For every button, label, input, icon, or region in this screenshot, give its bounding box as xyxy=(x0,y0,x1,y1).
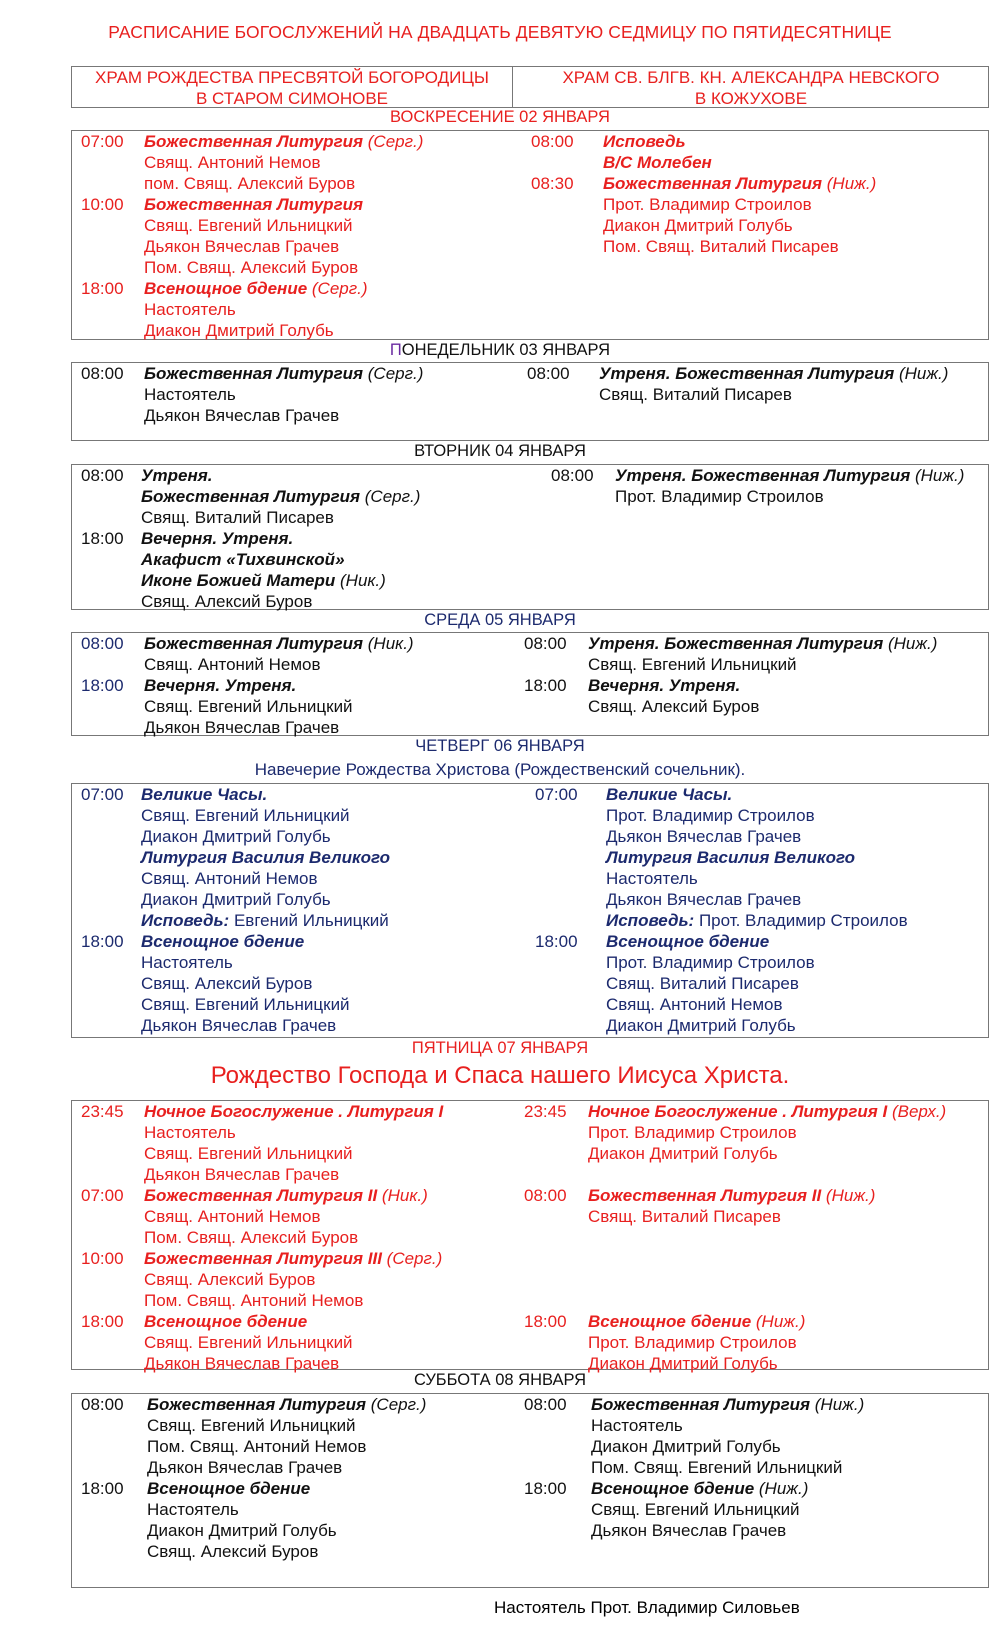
clergy: Пом. Свящ. Антоний Немов xyxy=(147,1437,367,1456)
time: 08:00 xyxy=(527,364,570,383)
service-name: Божественная Литургия xyxy=(144,364,364,383)
service-name: Божественная Литургия xyxy=(144,195,364,214)
service xyxy=(603,173,876,194)
service-place: (Ниж.) xyxy=(751,1312,806,1331)
day-label-tuesday: ВТОРНИК 04 ЯНВАРЯ xyxy=(414,442,586,460)
service-place: (Серг.) xyxy=(360,487,421,506)
service-name: Божественная Литургия III xyxy=(144,1249,382,1268)
clergy: Настоятель xyxy=(606,869,698,888)
clergy: Свящ. Алексий Буров xyxy=(144,1270,316,1289)
clergy: Дьякон Вячеслав Грачев xyxy=(147,1458,343,1477)
service-name: Всенощное бдение xyxy=(144,279,308,298)
day-box-sunday xyxy=(71,130,989,340)
clergy: Прот. Владимир Строилов xyxy=(615,487,824,506)
clergy: Настоятель xyxy=(141,953,233,972)
clergy: Свящ. Виталий Писарев xyxy=(141,508,334,527)
clergy: Дьякон Вячеслав Грачев xyxy=(144,1165,340,1184)
service xyxy=(144,1185,428,1206)
service-name: Всенощное бдение xyxy=(591,1479,755,1498)
time: 10:00 xyxy=(81,195,124,214)
day-box-tuesday xyxy=(71,464,989,610)
service-place: (Серг.) xyxy=(363,132,424,151)
time: 07:00 xyxy=(81,785,124,804)
clergy: Диакон Дмитрий Голубь xyxy=(591,1437,781,1456)
service-place: (Ниж.) xyxy=(883,634,938,653)
confession-label: Исповедь: xyxy=(606,911,695,930)
day-label-monday xyxy=(0,341,1000,360)
service-name: Иконе Божией Матери xyxy=(141,571,336,590)
service-name: Вечерня. Утреня. xyxy=(144,676,297,695)
service-place: (Серг.) xyxy=(307,279,368,298)
day-box-monday xyxy=(71,362,989,441)
clergy: Свящ. Евгений Ильницкий xyxy=(144,697,353,716)
service-name: Божественная Литургия xyxy=(603,174,823,193)
confession-label: Исповедь: xyxy=(141,911,230,930)
clergy: Прот. Владимир Строилов xyxy=(606,806,815,825)
day-box-wednesday xyxy=(71,632,989,736)
time: 07:00 xyxy=(81,1186,124,1205)
service xyxy=(144,1248,442,1269)
service-place: (Ник.) xyxy=(363,634,414,653)
service-name: Вечерня. Утреня. xyxy=(141,529,294,548)
day-label-thursday: ЧЕТВЕРГ 06 ЯНВАРЯ xyxy=(415,737,585,755)
clergy: Прот. Владимир Строилов xyxy=(603,195,812,214)
service xyxy=(599,363,948,384)
clergy: Свящ. Евгений Ильницкий xyxy=(141,806,350,825)
clergy: Диакон Дмитрий Голубь xyxy=(141,827,331,846)
service xyxy=(588,1101,946,1122)
service xyxy=(591,1394,864,1415)
clergy: Прот. Владимир Строилов xyxy=(606,953,815,972)
clergy: Настоятель xyxy=(591,1416,683,1435)
time: 08:00 xyxy=(524,634,567,653)
service-place: (Ниж.) xyxy=(810,1395,865,1414)
service-place: (Ниж.) xyxy=(910,466,965,485)
time: 10:00 xyxy=(81,1249,124,1268)
clergy: Свящ. Антоний Немов xyxy=(144,153,321,172)
clergy: Настоятель xyxy=(144,385,236,404)
service xyxy=(141,570,386,591)
church-header xyxy=(71,66,989,108)
time: 08:00 xyxy=(81,466,124,485)
clergy: Диакон Дмитрий Голубь xyxy=(603,216,793,235)
time: 23:45 xyxy=(524,1102,567,1121)
clergy: Диакон Дмитрий Голубь xyxy=(144,321,334,340)
clergy: Дьякон Вячеслав Грачев xyxy=(144,1354,340,1373)
clergy: Свящ. Антоний Немов xyxy=(606,995,783,1014)
confession-priest: Евгений Ильницкий xyxy=(229,911,389,930)
service-name: Всенощное бдение xyxy=(606,932,770,951)
service-place: (Ниж.) xyxy=(894,364,949,383)
service-name: Великие Часы. xyxy=(606,785,733,804)
church-left-name: ХРАМ РОЖДЕСТВА ПРЕСВЯТОЙ БОГОРОДИЦЫ xyxy=(95,68,489,87)
clergy: Пом. Свящ. Евгений Ильницкий xyxy=(591,1458,843,1477)
church-right-header xyxy=(513,67,989,107)
time: 18:00 xyxy=(524,1312,567,1331)
clergy: Свящ. Алексий Буров xyxy=(588,697,760,716)
service-place: (Ниж.) xyxy=(822,174,877,193)
service-name: Божественная Литургия xyxy=(141,487,361,506)
church-right-location: В КОЖУХОВЕ xyxy=(694,89,808,108)
clergy: Пом. Свящ. Алексий Буров xyxy=(144,258,359,277)
time: 18:00 xyxy=(81,1312,124,1331)
day-label-wednesday: СРЕДА 05 ЯНВАРЯ xyxy=(424,611,576,629)
service xyxy=(144,633,414,654)
service-name: Утреня. Божественная Литургия xyxy=(599,364,895,383)
service xyxy=(588,1185,875,1206)
day-label-sunday: ВОСКРЕСЕНИЕ 02 ЯНВАРЯ xyxy=(390,108,610,126)
service-place: (Ник.) xyxy=(335,571,386,590)
service-place: (Серг.) xyxy=(363,364,424,383)
church-left-location: В СТАРОМ СИМОНОВЕ xyxy=(195,89,389,108)
service-name: Литургия Василия Великого xyxy=(141,848,390,867)
time: 08:00 xyxy=(81,634,124,653)
clergy: Диакон Дмитрий Голубь xyxy=(588,1354,778,1373)
service-name: Божественная Литургия II xyxy=(588,1186,822,1205)
clergy: Свящ. Антоний Немов xyxy=(141,869,318,888)
day-label-saturday: СУББОТА 08 ЯНВАРЯ xyxy=(413,1371,587,1389)
time: 08:00 xyxy=(551,466,594,485)
clergy: пом. Свящ. Алексий Буров xyxy=(144,174,356,193)
clergy: Пом. Свящ. Виталий Писарев xyxy=(603,237,839,256)
service xyxy=(588,633,937,654)
day-note-thursday: Навечерие Рождества Христова (Рождественский сочельник). xyxy=(254,760,746,779)
clergy: Дьякон Вячеслав Грачев xyxy=(141,1016,337,1035)
church-left-header xyxy=(72,67,513,107)
service xyxy=(144,363,423,384)
time: 18:00 xyxy=(81,932,124,951)
service-name: Божественная Литургия xyxy=(147,1395,367,1414)
clergy: Свящ. Виталий Писарев xyxy=(606,974,799,993)
time: 18:00 xyxy=(524,1479,567,1498)
clergy: Свящ. Антоний Немов xyxy=(144,655,321,674)
clergy: Дьякон Вячеслав Грачев xyxy=(606,890,802,909)
service-name: Божественная Литургия II xyxy=(144,1186,378,1205)
time: 18:00 xyxy=(81,279,124,298)
service xyxy=(591,1478,808,1499)
time: 08:00 xyxy=(81,1395,124,1414)
service-place: (Ник.) xyxy=(377,1186,428,1205)
service-place: (Верх.) xyxy=(887,1102,947,1121)
clergy: Дьякон Вячеслав Грачев xyxy=(591,1521,787,1540)
clergy: Свящ. Евгений Ильницкий xyxy=(147,1416,356,1435)
day-box-thursday xyxy=(71,783,989,1038)
time: 08:00 xyxy=(81,364,124,383)
service-name: Исповедь xyxy=(603,132,686,151)
service-name: Ночное Богослужение . Литургия I xyxy=(588,1102,888,1121)
service-name: Божественная Литургия xyxy=(144,132,364,151)
time: 18:00 xyxy=(535,932,578,951)
clergy: Свящ. Евгений Ильницкий xyxy=(588,655,797,674)
clergy: Прот. Владимир Строилов xyxy=(588,1123,797,1142)
clergy: Диакон Дмитрий Голубь xyxy=(588,1144,778,1163)
service-name: Утреня. xyxy=(141,466,213,485)
clergy: Свящ. Евгений Ильницкий xyxy=(144,1144,353,1163)
clergy: Настоятель xyxy=(147,1500,239,1519)
clergy: Диакон Дмитрий Голубь xyxy=(147,1521,337,1540)
clergy: Диакон Дмитрий Голубь xyxy=(141,890,331,909)
clergy: Свящ. Виталий Писарев xyxy=(599,385,792,404)
clergy: Диакон Дмитрий Голубь xyxy=(606,1016,796,1035)
day-label-rest: ОНЕДЕЛЬНИК 03 ЯНВАРЯ xyxy=(401,341,611,359)
clergy: Дьякон Вячеслав Грачев xyxy=(144,237,340,256)
confession xyxy=(606,910,908,931)
service-place: (Ниж.) xyxy=(821,1186,876,1205)
service xyxy=(141,486,420,507)
service-name: Всенощное бдение xyxy=(588,1312,752,1331)
service-name: Великие Часы. xyxy=(141,785,268,804)
clergy: Свящ. Алексий Буров xyxy=(141,974,313,993)
service-name: Акафист «Тихвинской» xyxy=(141,550,345,569)
time: 07:00 xyxy=(81,132,124,151)
time: 18:00 xyxy=(81,529,124,548)
service-place: (Серг.) xyxy=(366,1395,427,1414)
service xyxy=(144,278,368,299)
day-label-friday: ПЯТНИЦА 07 ЯНВАРЯ xyxy=(411,1039,589,1057)
clergy: Свящ. Евгений Ильницкий xyxy=(141,995,350,1014)
clergy: Свящ. Антоний Немов xyxy=(144,1207,321,1226)
clergy: Дьякон Вячеслав Грачев xyxy=(144,406,340,425)
service-name: Всенощное бдение xyxy=(144,1312,308,1331)
clergy: Свящ. Евгений Ильницкий xyxy=(591,1500,800,1519)
time: 08:00 xyxy=(524,1395,567,1414)
time: 18:00 xyxy=(81,1479,124,1498)
clergy: Дьякон Вячеслав Грачев xyxy=(606,827,802,846)
service-place: (Серг.) xyxy=(381,1249,443,1268)
clergy: Дьякон Вячеслав Грачев xyxy=(144,718,340,737)
time: 08:00 xyxy=(531,132,574,151)
service-name: Ночное Богослужение . Литургия I xyxy=(144,1102,444,1121)
page-title: РАСПИСАНИЕ БОГОСЛУЖЕНИЙ НА ДВАДЦАТЬ ДЕВЯТУЮ СЕДМИЦУ ПО ПЯТИДЕСЯТНИЦЕ xyxy=(108,22,892,42)
time: 23:45 xyxy=(81,1102,124,1121)
time: 08:30 xyxy=(531,174,574,193)
time: 18:00 xyxy=(81,676,124,695)
time: 08:00 xyxy=(524,1186,567,1205)
service-name: Всенощное бдение xyxy=(147,1479,311,1498)
clergy: Пом. Свящ. Алексий Буров xyxy=(144,1228,359,1247)
service-place: (Ниж.) xyxy=(754,1479,809,1498)
clergy: Свящ. Виталий Писарев xyxy=(588,1207,781,1226)
clergy: Свящ. Евгений Ильницкий xyxy=(144,1333,353,1352)
service-name: Всенощное бдение xyxy=(141,932,305,951)
confession-priest: Прот. Владимир Строилов xyxy=(694,911,908,930)
clergy: Настоятель xyxy=(144,1123,236,1142)
service-name: Божественная Литургия xyxy=(591,1395,811,1414)
service-name: Божественная Литургия xyxy=(144,634,364,653)
service xyxy=(144,131,423,152)
time: 07:00 xyxy=(535,785,578,804)
service-name: Утреня. Божественная Литургия xyxy=(588,634,884,653)
clergy: Пом. Свящ. Антоний Немов xyxy=(144,1291,364,1310)
church-right-name: ХРАМ СВ. БЛГВ. КН. АЛЕКСАНДРА НЕВСКОГО xyxy=(562,68,940,87)
day-box-saturday xyxy=(71,1393,989,1588)
feast-title: Рождество Господа и Спаса нашего Иисуса Христа. xyxy=(210,1062,790,1089)
day-label-initial: П xyxy=(389,341,402,359)
clergy: Свящ. Алексий Буров xyxy=(147,1542,319,1561)
service xyxy=(588,1311,805,1332)
rector-signature: Настоятель Прот. Владимир Силовьев xyxy=(494,1598,800,1617)
day-box-friday xyxy=(71,1100,989,1373)
time: 18:00 xyxy=(524,676,567,695)
service-name: Литургия Василия Великого xyxy=(606,848,855,867)
confession xyxy=(141,910,389,931)
service xyxy=(147,1394,426,1415)
clergy: Настоятель xyxy=(144,300,236,319)
clergy: Свящ. Алексий Буров xyxy=(141,592,313,611)
service-name: В/С Молебен xyxy=(603,153,712,172)
clergy: Свящ. Евгений Ильницкий xyxy=(144,216,353,235)
service-name: Вечерня. Утреня. xyxy=(588,676,741,695)
service-name: Утреня. Божественная Литургия xyxy=(615,466,911,485)
clergy: Прот. Владимир Строилов xyxy=(588,1333,797,1352)
service xyxy=(615,465,964,486)
